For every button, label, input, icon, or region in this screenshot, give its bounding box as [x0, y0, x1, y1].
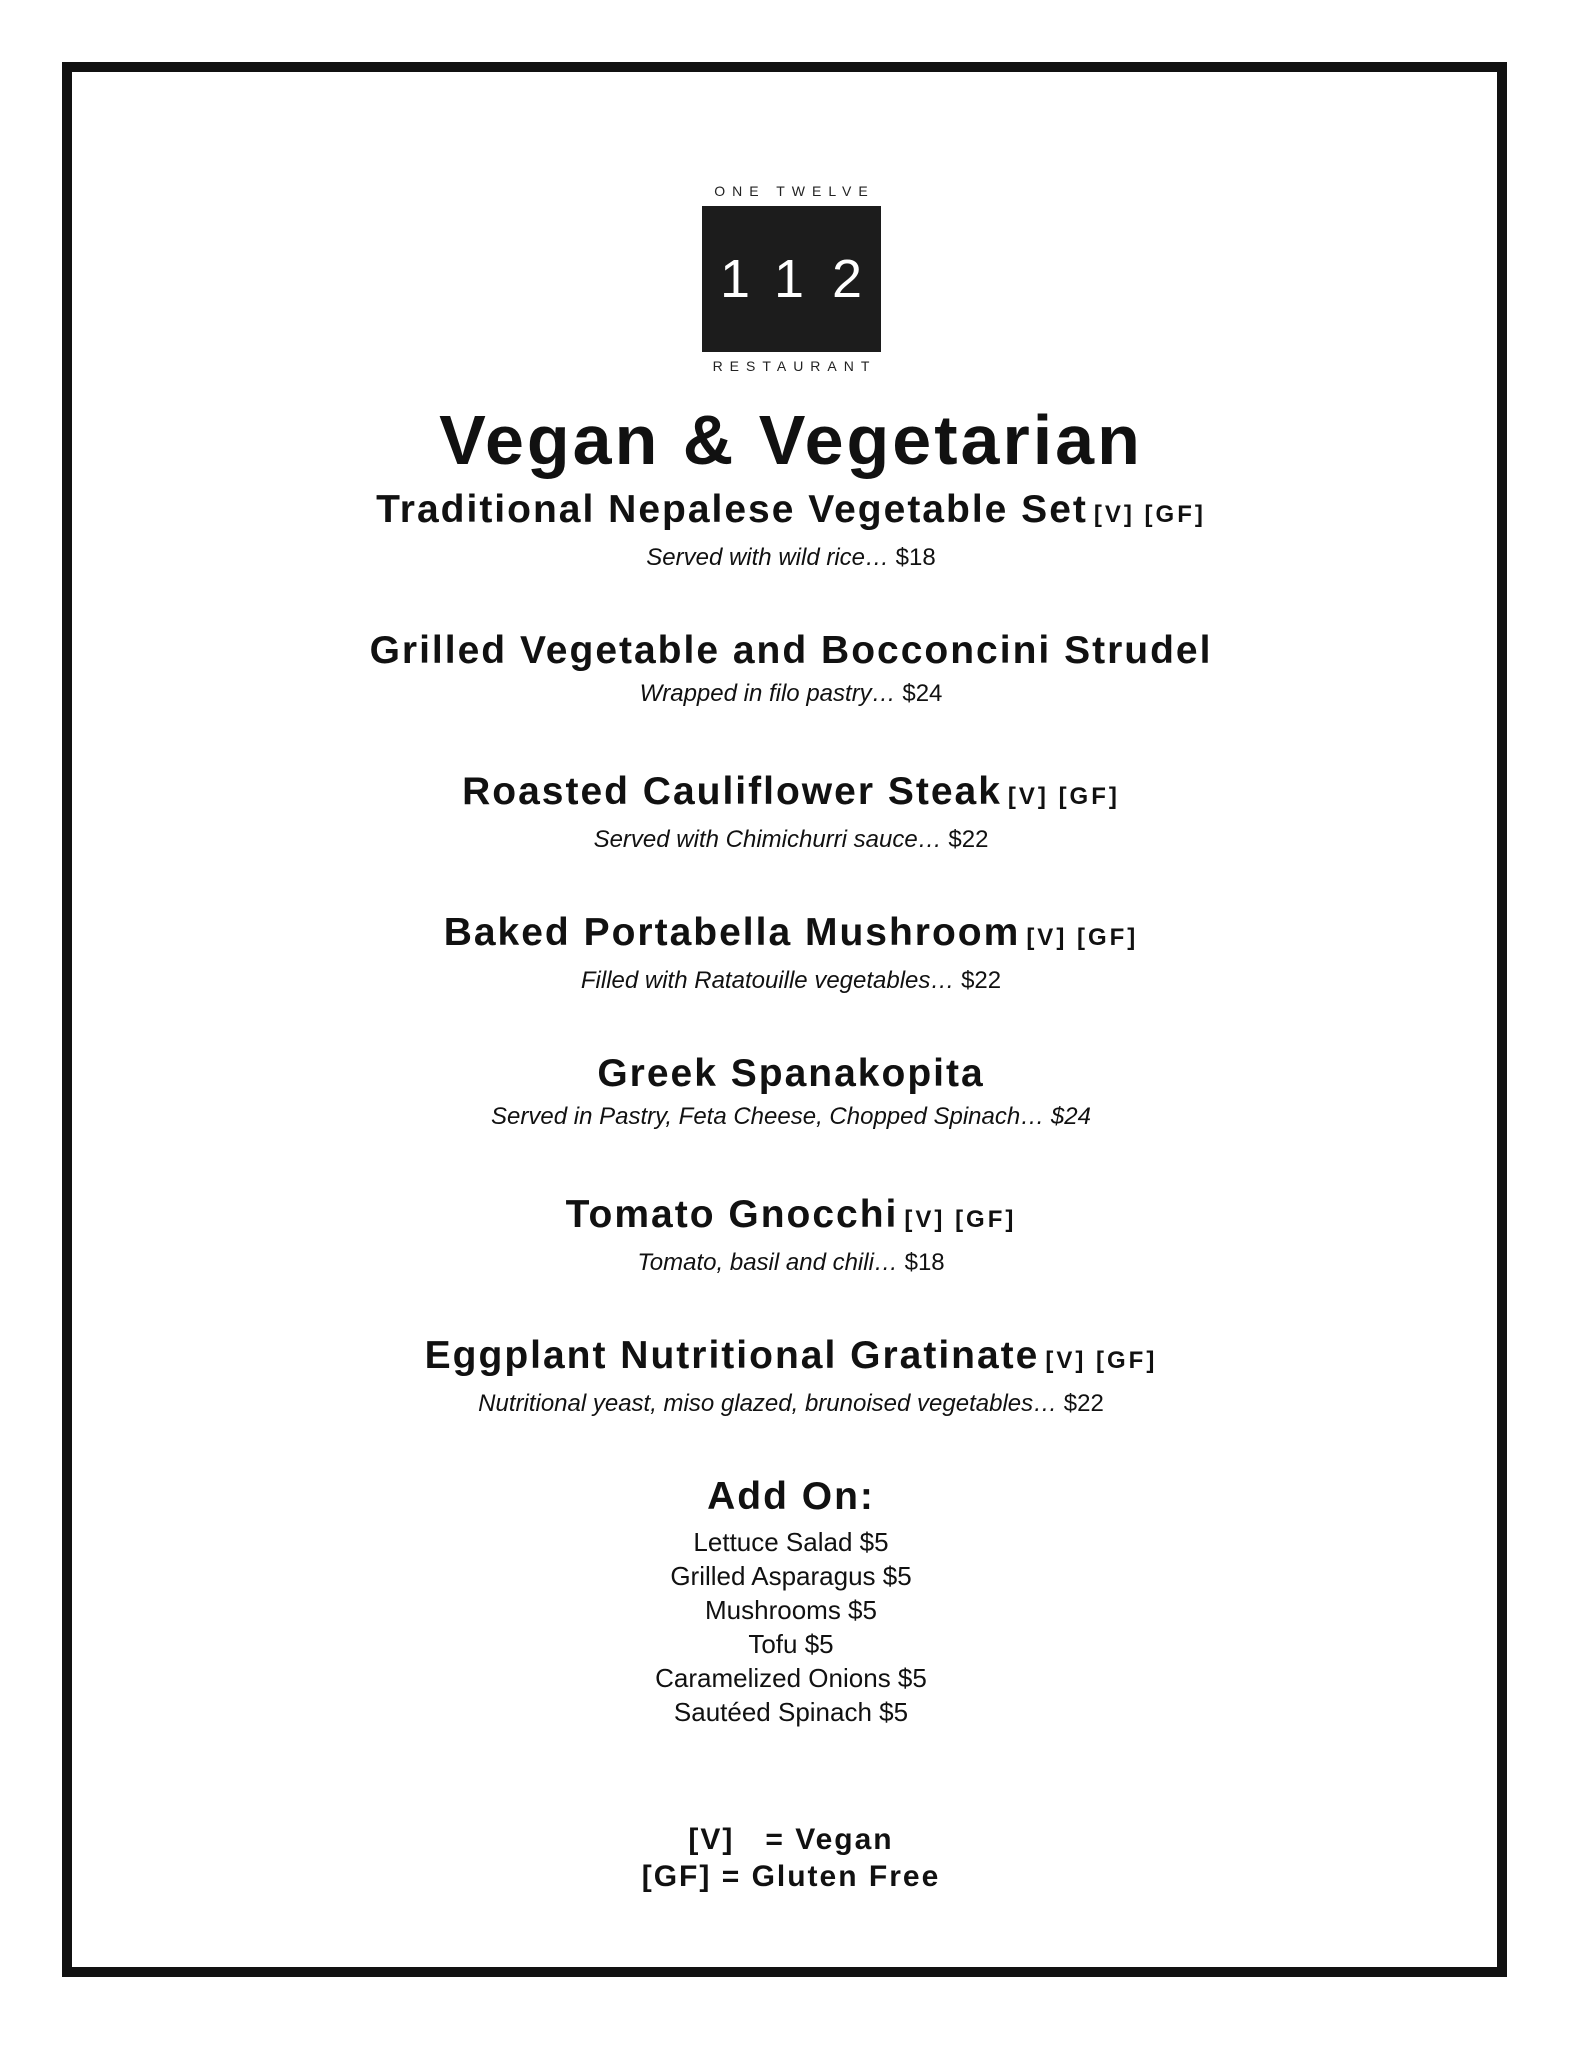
add-on-item: Sautéed Spinach $5	[673, 1697, 909, 1727]
item-description-line	[0, 1247, 1582, 1279]
menu-item	[0, 765, 1582, 906]
item-heading	[0, 1329, 1582, 1388]
item-heading	[0, 1047, 1582, 1101]
item-name: Grilled Vegetable and Bocconcini Strudel	[369, 629, 1213, 672]
add-on-section	[0, 1469, 1582, 1729]
item-tags: [V] [GF]	[1007, 783, 1120, 810]
item-heading	[0, 906, 1582, 965]
item-description-line	[0, 1101, 1582, 1133]
restaurant-logo	[0, 183, 1582, 374]
item-description: Tomato, basil and chili…	[637, 1249, 898, 1276]
menu-item	[0, 906, 1582, 1047]
item-description-line	[0, 965, 1582, 997]
item-name: Roasted Cauliflower Steak	[462, 770, 1002, 813]
add-on-item: Lettuce Salad $5	[693, 1527, 889, 1557]
item-description: Served with Chimichurri sauce…	[593, 826, 942, 853]
menu-item	[0, 1047, 1582, 1188]
add-on-title: Add On:	[707, 1475, 875, 1518]
item-heading	[0, 765, 1582, 824]
item-description-line	[0, 1388, 1582, 1420]
item-heading	[0, 624, 1582, 678]
add-on-list	[0, 1525, 1582, 1729]
item-price: $22	[941, 826, 989, 853]
item-description: Wrapped in filo pastry…	[639, 680, 896, 707]
item-description-line	[0, 824, 1582, 856]
menu-items	[0, 483, 1582, 1470]
menu-title: Vegan & Vegetarian	[439, 401, 1143, 479]
menu-item	[0, 1188, 1582, 1329]
item-heading	[0, 1188, 1582, 1247]
item-description: Served in Pastry, Feta Cheese, Chopped Spinach…	[491, 1103, 1045, 1130]
item-price: $18	[889, 544, 936, 571]
add-on-item: Mushrooms $5	[705, 1595, 877, 1625]
item-price: $18	[897, 1249, 945, 1276]
item-name: Tomato Gnocchi	[565, 1193, 899, 1236]
item-name: Greek Spanakopita	[597, 1052, 985, 1095]
item-description: Served with wild rice…	[646, 544, 890, 571]
item-description-line	[0, 542, 1582, 574]
logo-number-box	[702, 206, 891, 352]
item-description: Nutritional yeast, miso glazed, brunoised vegetables…	[478, 1390, 1058, 1417]
logo-bottom-text: RESTAURANT	[712, 358, 877, 374]
item-name: Baked Portabella Mushroom	[443, 911, 1021, 954]
item-description-line	[0, 678, 1582, 710]
item-price: $24	[895, 680, 943, 707]
logo-number: 112	[719, 249, 891, 309]
item-price: $22	[954, 967, 1002, 994]
logo-top-text: ONE TWELVE	[714, 183, 875, 199]
item-description: Filled with Ratatouille vegetables…	[580, 967, 955, 994]
menu-item	[0, 483, 1582, 624]
item-name: Traditional Nepalese Vegetable Set	[376, 488, 1088, 531]
add-on-item: Tofu $5	[748, 1629, 834, 1659]
item-tags: [V] [GF]	[904, 1206, 1017, 1233]
dietary-legend	[0, 1821, 1582, 1895]
item-tags: [V] [GF]	[1026, 924, 1139, 951]
menu-item	[0, 624, 1582, 765]
item-tags: [V] [GF]	[1093, 501, 1206, 528]
item-name: Eggplant Nutritional Gratinate	[424, 1334, 1040, 1377]
add-on-item: Caramelized Onions $5	[655, 1663, 927, 1693]
legend-vegan: [V] = Vegan	[688, 1823, 894, 1856]
add-on-item: Grilled Asparagus $5	[670, 1561, 912, 1591]
item-price: $22	[1057, 1390, 1104, 1417]
legend-gluten-free: [GF] = Gluten Free	[641, 1860, 941, 1893]
menu-item	[0, 1329, 1582, 1470]
item-tags: [V] [GF]	[1045, 1347, 1158, 1374]
item-price: $24	[1044, 1103, 1091, 1130]
item-heading	[0, 483, 1582, 542]
